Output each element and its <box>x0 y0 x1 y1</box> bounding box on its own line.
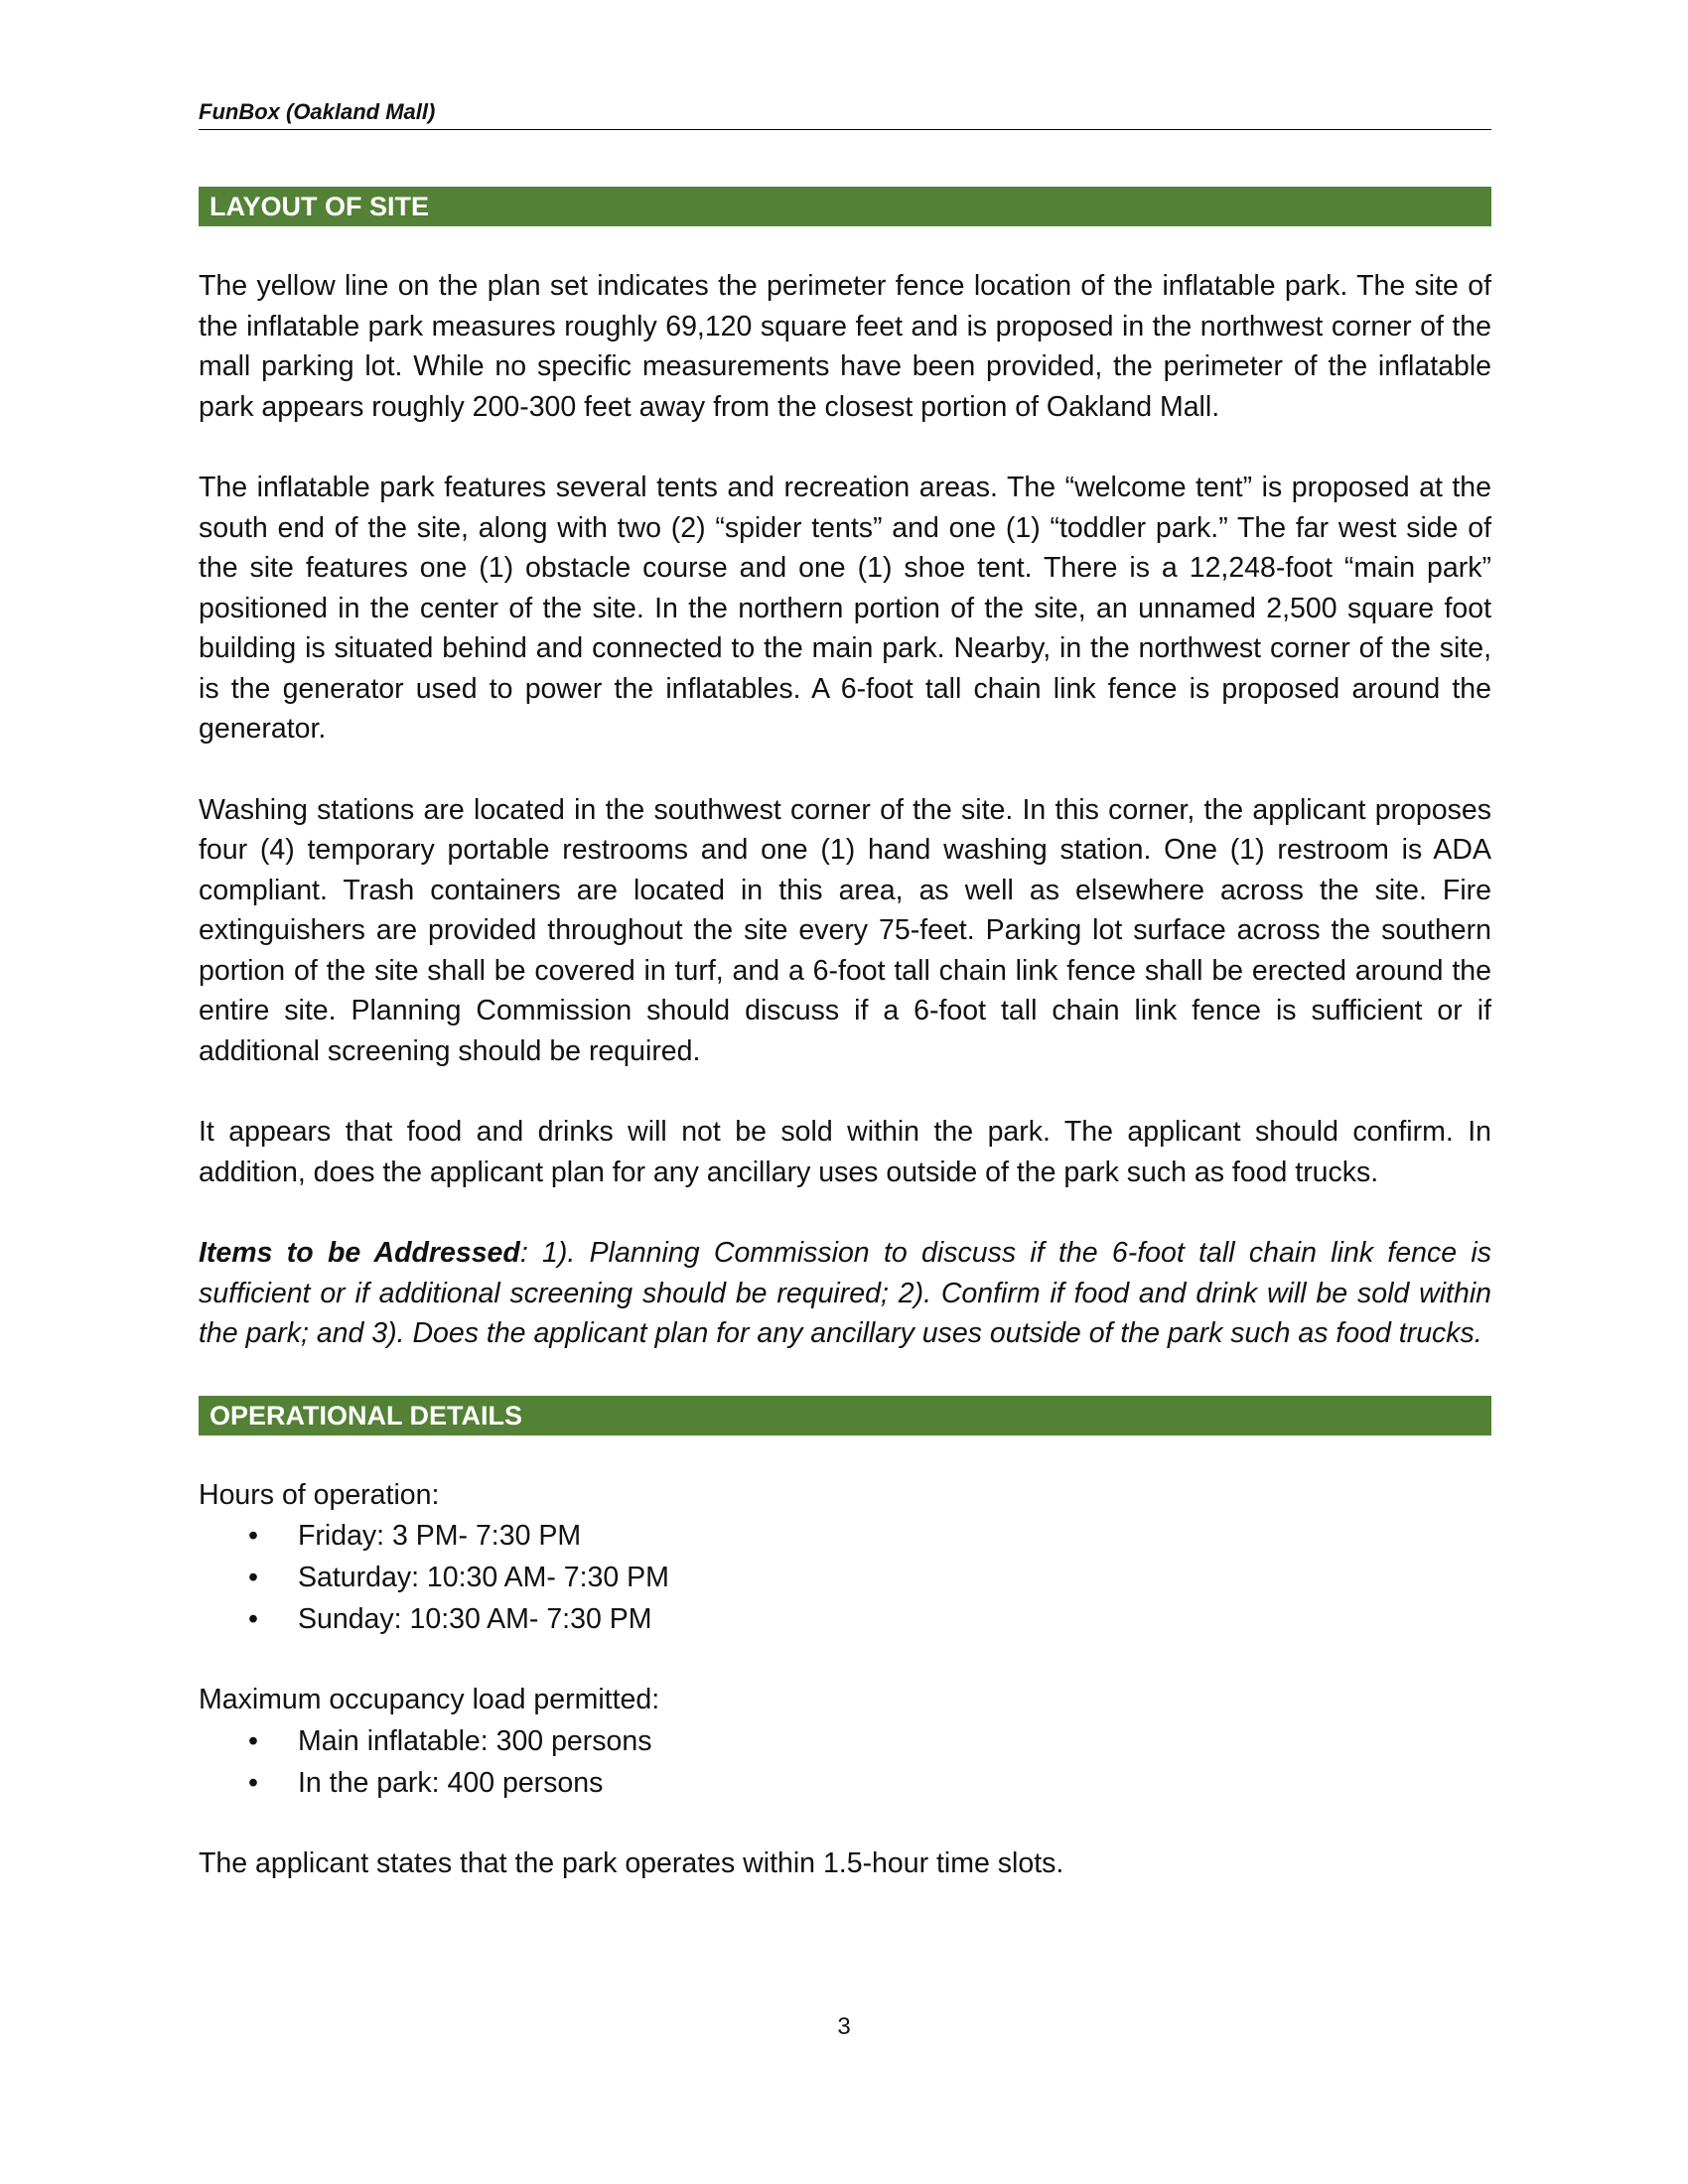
bullet-icon: • <box>248 1724 258 1757</box>
bullet-icon: • <box>248 1766 258 1799</box>
page-number: 3 <box>837 2013 851 2040</box>
section-heading-layout: LAYOUT OF SITE <box>199 187 1491 226</box>
hours-list <box>199 1515 1491 1640</box>
closing-paragraph: The applicant states that the park operates within 1.5-hour time slots. <box>199 1846 1064 1879</box>
paragraph-food-drinks: It appears that food and drinks will not be sold within the park. The applicant should confirm. In addition, does the applicant plan for any ancillary uses outside of the park such as food trucks. <box>199 1116 1491 1188</box>
list-item: • Saturday: 10:30 AM- 7:30 PM <box>199 1557 1491 1598</box>
document-page <box>199 99 1491 1883</box>
list-item: • In the park: 400 persons <box>199 1762 1491 1804</box>
bullet-icon: • <box>248 1520 258 1552</box>
items-text: : 1). Planning Commission to discuss if the 6-foot tall chain link fence is sufficient or if additional screening should be required; 2). Confirm if food and drink will be sold within the park; and 3). Does the applicant plan for any ancillary uses outside of the park such as food trucks. <box>199 1237 1491 1349</box>
paragraph-tents: The inflatable park features several tents and recreation areas. The “welcome tent” is proposed at the south end of the site, along with two (2) “spider tents” and one (1) “toddler park.” The far west side of the site features one (1) obstacle course and one (1) shoe tent. There is a 12,248-foot “main park” positioned in the center of the site. In the northern portion of the site, an unnamed 2,500 square foot building is situated behind and connected to the main park. Nearby, in the northwest corner of the site, is the generator used to power the inflatables. A 6-foot tall chain link fence is proposed around the generator. <box>199 472 1491 745</box>
hours-label: Hours of operation: <box>199 1478 440 1511</box>
items-to-be-addressed <box>199 1233 1491 1354</box>
list-item: • Friday: 3 PM- 7:30 PM <box>199 1515 1491 1557</box>
section-heading-operational: OPERATIONAL DETAILS <box>199 1396 1491 1435</box>
bullet-icon: • <box>248 1603 258 1635</box>
running-header: FunBox (Oakland Mall) <box>199 99 1491 130</box>
paragraph-perimeter: The yellow line on the plan set indicates the perimeter fence location of the inflatable park. The site of the inflatable park measures roughly 69,120 square feet and is proposed in the northwest corner of the mall parking lot. While no specific measurements have been provided, the perimeter of the inflatable park appears roughly 200-300 feet away from the closest portion of Oakland Mall. <box>199 270 1491 423</box>
list-item: • Main inflatable: 300 persons <box>199 1720 1491 1762</box>
bullet-icon: • <box>248 1562 258 1593</box>
items-label: Items to be Addressed <box>199 1237 520 1269</box>
occupancy-label: Maximum occupancy load permitted: <box>199 1684 660 1715</box>
occupancy-list <box>199 1720 1491 1804</box>
list-item: • Sunday: 10:30 AM- 7:30 PM <box>199 1598 1491 1640</box>
paragraph-washing-stations: Washing stations are located in the southwest corner of the site. In this corner, the applicant proposes four (4) temporary portable restrooms and one (1) hand washing station. One (1) restroom is ADA compliant. Trash containers are located in this area, as well as elsewhere across the site. Fire extinguishers are provided throughout the site every 75-feet. Parking lot surface across the southern portion of the site shall be covered in turf, and a 6-foot tall chain link fence shall be erected around the entire site. Planning Commission should discuss if a 6-foot tall chain link fence is sufficient or if additional screening should be required. <box>199 793 1491 1067</box>
